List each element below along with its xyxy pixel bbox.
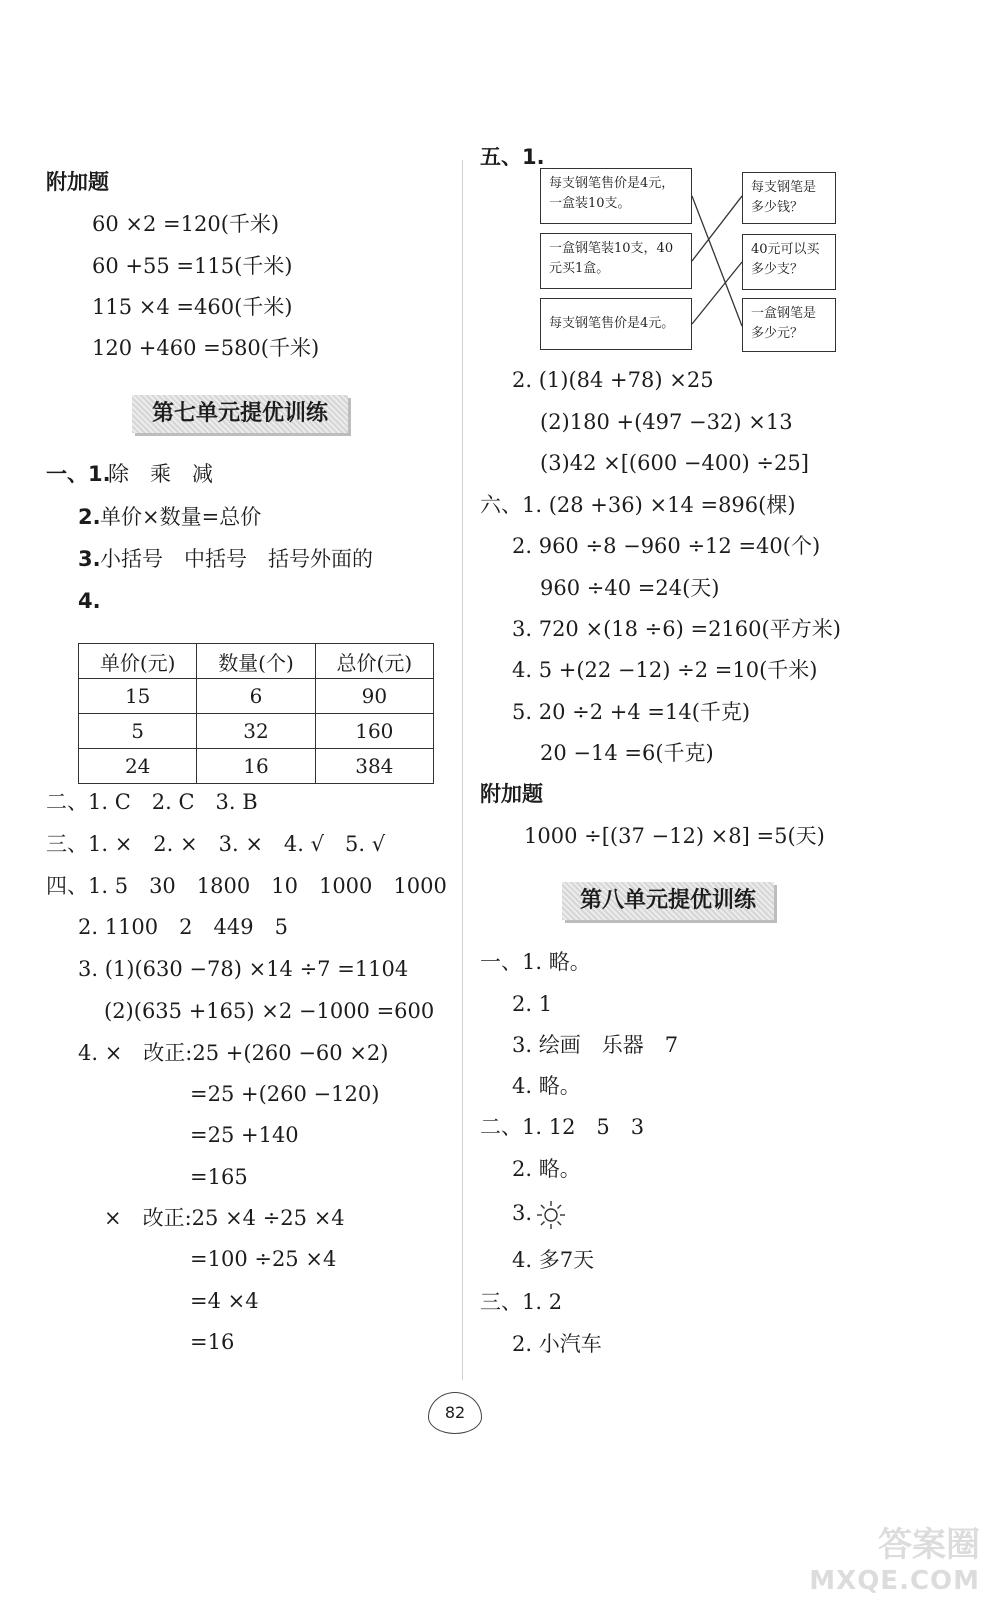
answer-line: =100 ÷25 ×4 (190, 1247, 337, 1271)
answer-line: 2. 略。 (512, 1157, 581, 1181)
answer-line: 四、1. 5 30 1800 10 1000 1000 (46, 874, 447, 898)
table-header-cell: 单价(元) (79, 644, 197, 679)
match-line (692, 196, 742, 261)
table-cell: 15 (79, 679, 197, 714)
answer-line: 4. 多7天 (512, 1248, 595, 1272)
extra-title-left: 附加题 (46, 170, 109, 194)
section-label: 五、1. (480, 145, 545, 169)
answer-line: 960 ÷40 =24(天) (540, 576, 720, 600)
price-table (78, 643, 434, 784)
item-number: 3. (512, 1201, 533, 1225)
table-cell: 24 (79, 749, 197, 784)
table-header-cell: 总价(元) (315, 644, 433, 679)
answer-line: 一、1. 略。 (480, 950, 591, 974)
answer-line: 除 乘 减 (108, 462, 213, 486)
answer-line: 六、1. (28 +36) ×14 =896(棵) (480, 493, 796, 517)
answer-line: =165 (190, 1165, 248, 1189)
page-number: 82 (428, 1392, 482, 1434)
item-number: 2. (78, 505, 101, 529)
item-number: 4. (78, 589, 101, 613)
answer-line: 3. 720 ×(18 ÷6) =2160(平方米) (512, 617, 841, 641)
matching-left-box: 每支钢笔售价是4元。 (540, 298, 692, 350)
column-divider (462, 160, 463, 1380)
matching-right-box: 一盒钢笔是多少元？ (742, 298, 836, 352)
table-cell: 90 (315, 679, 433, 714)
table-cell: 16 (197, 749, 315, 784)
table-cell: 5 (79, 714, 197, 749)
answer-line: 2. 1 (512, 992, 553, 1016)
match-line (692, 196, 742, 326)
answer-line: 120 +460 =580(千米) (92, 336, 320, 360)
table-cell: 384 (315, 749, 433, 784)
answer-line: =25 +(260 −120) (190, 1082, 380, 1106)
answer-line: 4. 略。 (512, 1074, 581, 1098)
answer-line: × 改正:25 ×4 ÷25 ×4 (104, 1206, 345, 1230)
answer-line: 5. 20 ÷2 +4 =14(千克) (512, 700, 751, 724)
table-cell: 6 (197, 679, 315, 714)
answer-line: 115 ×4 =460(千米) (92, 295, 293, 319)
matching-right-box: 40元可以买多少支？ (742, 234, 836, 290)
answer-line: 三、1. × 2. × 3. × 4. √ 5. √ (46, 832, 386, 856)
table-row (79, 714, 434, 749)
answer-line: 3. (1)(630 −78) ×14 ÷7 =1104 (78, 957, 409, 981)
answer-line: 2. 960 ÷8 −960 ÷12 =40(个) (512, 534, 821, 558)
table-header-row (79, 644, 434, 679)
answer-line: 60 ×2 =120(千米) (92, 212, 280, 236)
answer-line: (2)(635 +165) ×2 −1000 =600 (104, 999, 435, 1023)
matching-right-box: 每支钢笔是多少钱？ (742, 172, 836, 224)
match-line (692, 262, 742, 324)
answer-line: =16 (190, 1330, 235, 1354)
answer-line: =4 ×4 (190, 1289, 259, 1313)
answer-line: 小括号 中括号 括号外面的 (100, 547, 373, 571)
item-number: 3. (78, 547, 101, 571)
answer-line: 3. 绘画 乐器 7 (512, 1033, 679, 1057)
table-cell: 160 (315, 714, 433, 749)
answer-line: 2. 1100 2 449 5 (78, 915, 288, 939)
table-cell: 32 (197, 714, 315, 749)
answer-line: 60 +55 =115(千米) (92, 254, 293, 278)
watermark-url: MXQE.COM (809, 1566, 980, 1596)
table-row (79, 749, 434, 784)
answer-line: 1000 ÷[(37 −12) ×8] =5(天) (524, 824, 825, 848)
answer-line: 2. (1)(84 +78) ×25 (512, 368, 714, 392)
answer-line: 二、1. C 2. C 3. B (46, 790, 258, 814)
table-header-cell: 数量(个) (197, 644, 315, 679)
matching-left-box: 一盒钢笔装10支，40元买1盒。 (540, 233, 692, 289)
answer-line: 三、1. 2 (480, 1290, 563, 1314)
answer-line: =25 +140 (190, 1123, 299, 1147)
answer-line: 单价×数量=总价 (100, 505, 262, 529)
answer-line: 20 −14 =6(千克) (540, 741, 714, 765)
answer-line: 4. × 改正:25 +(260 −60 ×2) (78, 1041, 389, 1065)
sun-icon (535, 1199, 567, 1231)
answer-line: (3)42 ×[(600 −400) ÷25] (540, 451, 809, 475)
matching-lines (692, 168, 742, 358)
extra-title-right: 附加题 (480, 782, 543, 806)
section-label: 一、1. (46, 462, 111, 486)
answer-line: 二、1. 12 5 3 (480, 1115, 645, 1139)
answer-line: 4. 5 +(22 −12) ÷2 =10(千米) (512, 658, 818, 682)
answer-line: 2. 小汽车 (512, 1332, 602, 1356)
unit8-title: 第八单元提优训练 (562, 882, 774, 920)
watermark-logo: 答案圈 (878, 1525, 980, 1565)
answer-line: (2)180 +(497 −32) ×13 (540, 410, 793, 434)
matching-left-box: 每支钢笔售价是4元，一盒装10支。 (540, 168, 692, 224)
unit7-title: 第七单元提优训练 (132, 395, 348, 433)
table-row (79, 679, 434, 714)
